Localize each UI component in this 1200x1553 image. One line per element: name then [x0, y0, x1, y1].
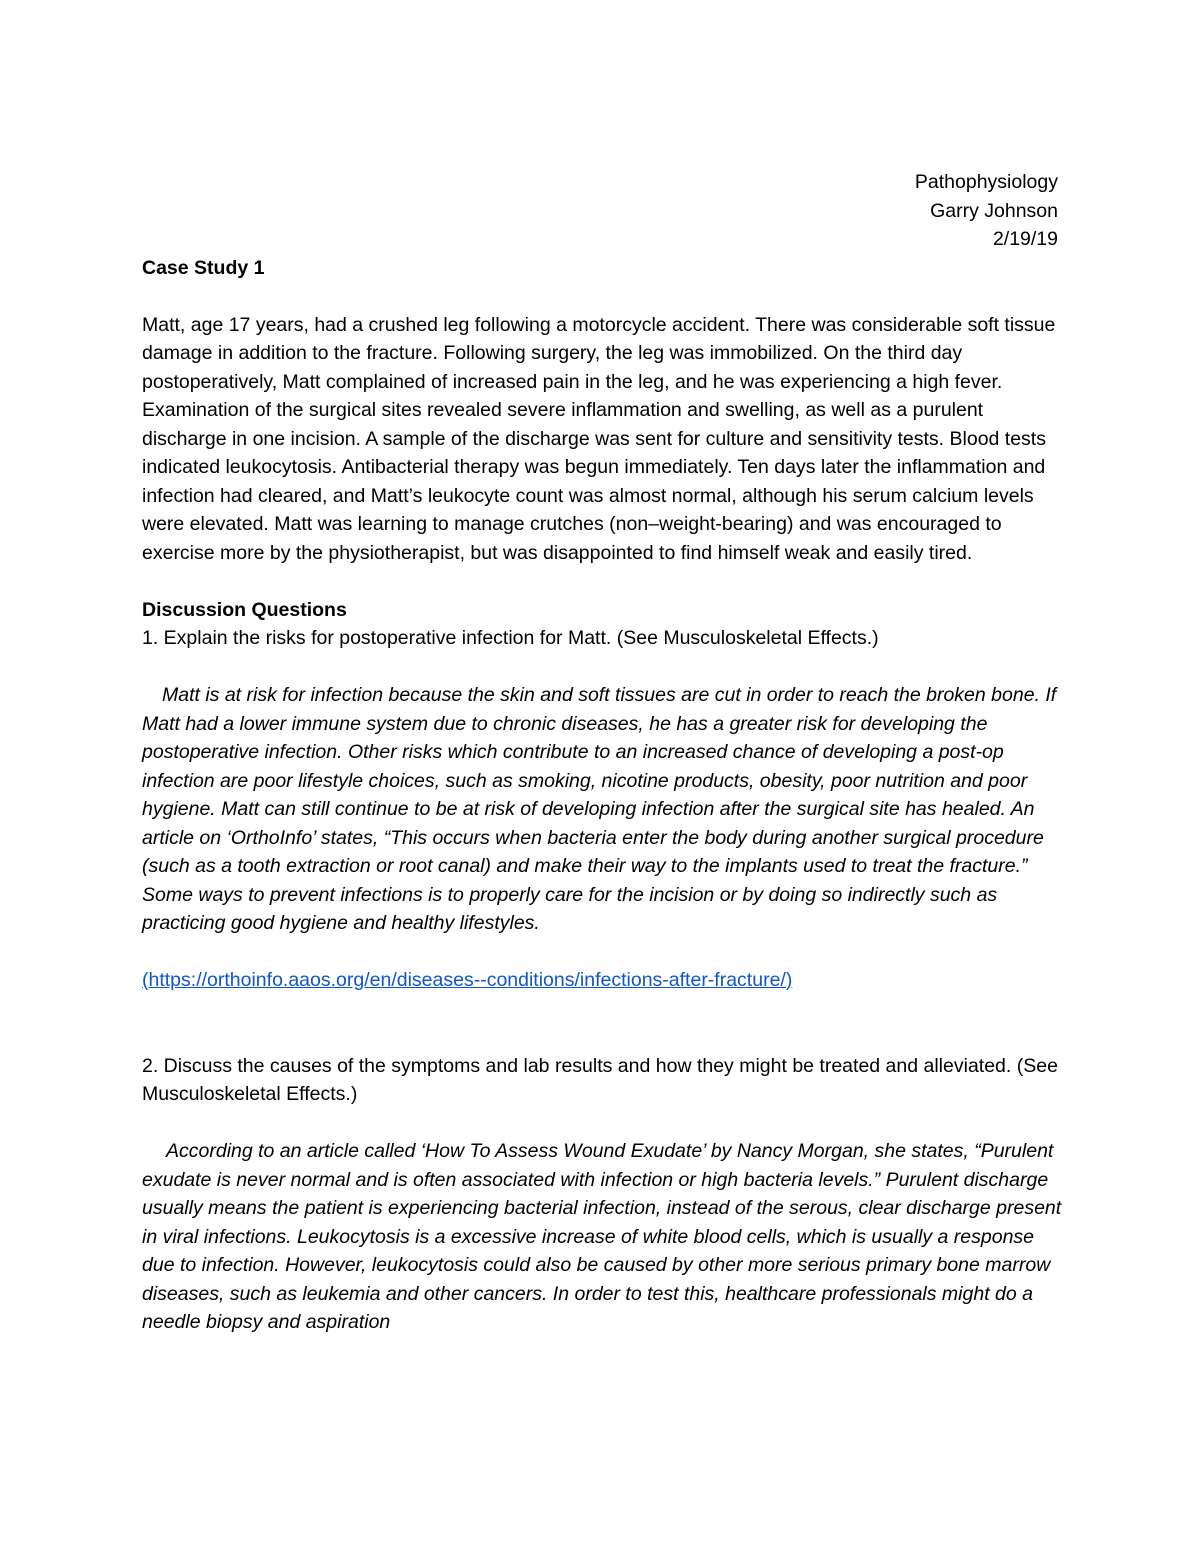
- spacer: [142, 282, 1062, 311]
- answer-2: According to an article called ‘How To Assess Wound Exudate’ by Nancy Morgan, she states, “Purulent exudate is never normal and is often associated with infection or high bacteria levels.” Purulent discharge usually means the patient is experiencing bacterial infection, instead of the serous, clear discharge present in viral infections. Leukocytosis is a excessive increase of white blood cells, which is usually a response due to infection. However, leukocytosis could also be caused by other more serious primary bone marrow diseases, such as leukemia and other cancers. In order to test this, healthcare professionals might do a needle biopsy and aspiration: [142, 1140, 1062, 1333]
- spacer: [142, 938, 1062, 967]
- case-narrative: Matt, age 17 years, had a crushed leg following a motorcycle accident. There was considerable soft tissue damage in addition to the fracture. Following surgery, the leg was immobilized. On the third day postoperatively, Matt complained of increased pain in the leg, and he was experiencing a high fever. Examination of the surgical sites revealed severe inflammation and swelling, as well as a purulent discharge in one incision. A sample of the discharge was sent for culture and sensitivity tests. Blood tests indicated leukocytosis. Antibacterial therapy was begun immediately. Ten days later the inflammation and infection had cleared, and Matt’s leukocyte count was almost normal, although his serum calcium levels were elevated. Matt was learning to manage crutches (non–weight-bearing) and was encouraged to exercise more by the physiotherapist, but was disappointed to find himself weak and easily tired.: [142, 313, 1056, 564]
- link-close-paren: ): [785, 969, 793, 991]
- answer-1: Matt is at risk for infection because the skin and soft tissues are cut in order to reach the broken bone. If Matt had a lower immune system due to chronic diseases, he has a greater risk for developing the postoperative infection. Other risks which contribute to an increased chance of developing a post-op infection are poor lifestyle choices, such as smoking, nicotine products, obesity, poor nutrition and poor hygiene. Matt can still continue to be at risk of developing infection after the surgical site has healed. An article on ‘OrthoInfo’ states, “This occurs when bacteria enter the body during another surgical procedure (such as a tooth extraction or root canal) and make their way to the implants used to treat the fracture.” Some ways to prevent infections is to properly care for the incision or by doing so indirectly such as practicing good hygiene and healthy lifestyles.: [142, 684, 1057, 934]
- spacer: [142, 1109, 1062, 1138]
- document-page: [142, 168, 1062, 1337]
- spacer: [142, 653, 1062, 682]
- author-name: Garry Johnson: [930, 199, 1058, 222]
- document-date: 2/19/19: [992, 228, 1058, 250]
- orthoinfo-reference-link[interactable]: https://orthoinfo.aaos.org/en/diseases--conditions/infections-after-fracture/: [148, 969, 786, 991]
- spacer: [142, 1023, 1062, 1052]
- spacer: [142, 567, 1062, 596]
- question-2: 2. Discuss the causes of the symptoms and lab results and how they might be treated and alleviated. (See Musculoskeletal Effects.): [142, 1054, 1058, 1105]
- reference-link-line: [142, 966, 1062, 995]
- course-name: Pathophysiology: [914, 171, 1058, 193]
- link-open-paren: (: [142, 969, 149, 991]
- document-header: [142, 168, 1058, 254]
- case-study-title: Case Study 1: [142, 256, 265, 279]
- spacer: [142, 995, 1062, 1024]
- discussion-title: Discussion Questions: [142, 598, 347, 621]
- question-1: 1. Explain the risks for postoperative infection for Matt. (See Musculoskeletal Effects.): [142, 627, 879, 649]
